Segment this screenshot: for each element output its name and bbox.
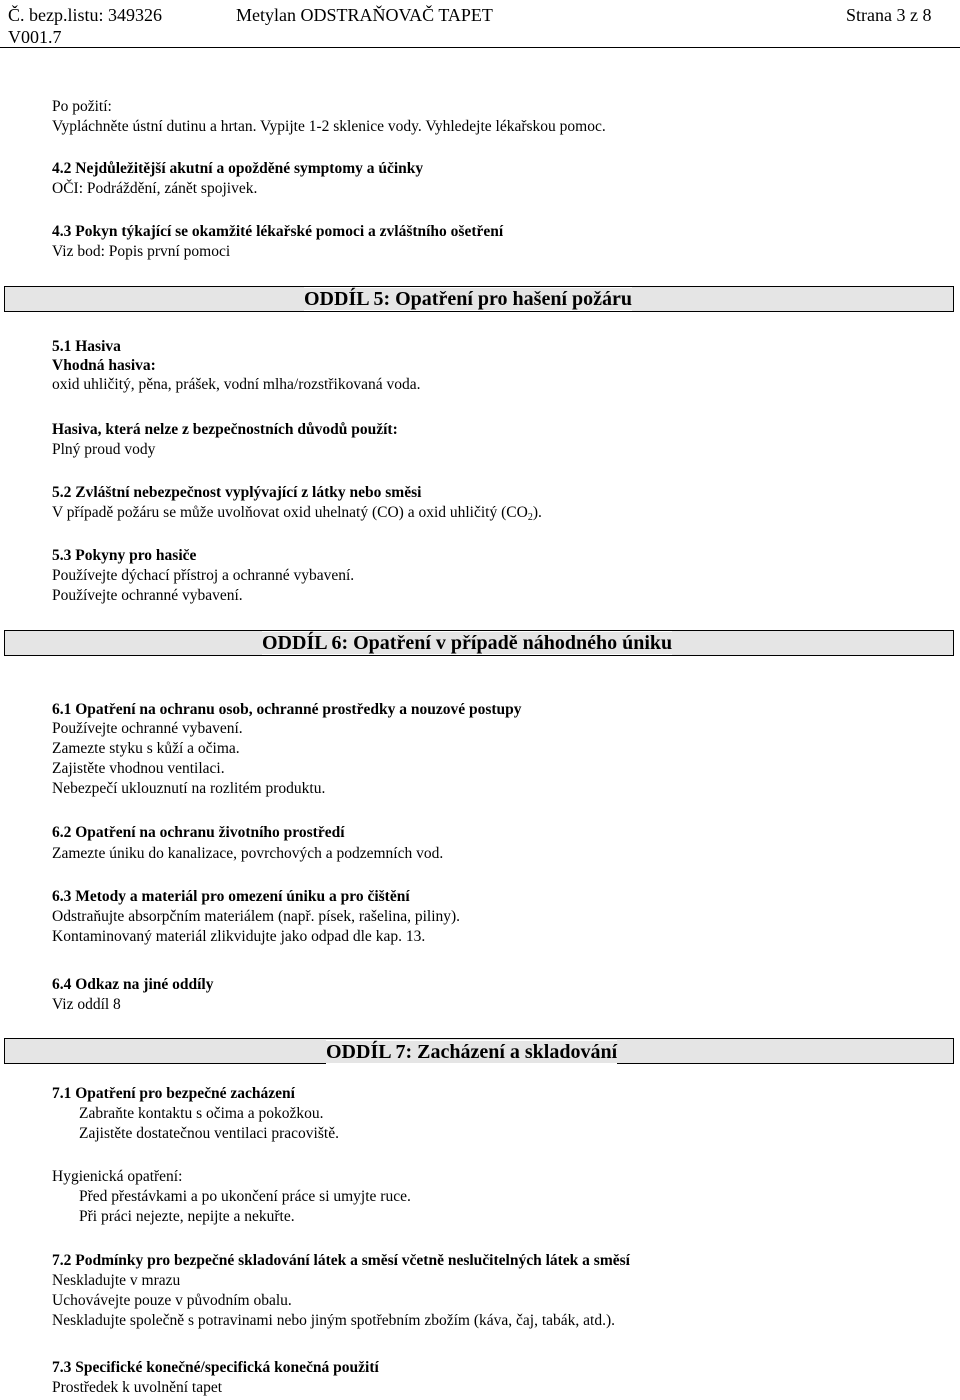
text-6-3-a: Odstraňujte absorpčním materiálem (např. písek, rašelina, piliny). [52, 908, 461, 925]
heading-6-3: 6.3 Metody a materiál pro omezení úniku a pro čištění [52, 888, 410, 905]
heading-5-3: 5.3 Pokyny pro hasiče [52, 547, 197, 564]
text-6-1-d: Nebezpečí uklouznutí na rozlitém produktu. [52, 780, 326, 797]
header-divider [0, 47, 960, 48]
version: V001.7 [8, 27, 62, 47]
hygiene-label: Hygienická opatření: [52, 1168, 183, 1185]
heading-5-1: 5.1 Hasiva [52, 338, 121, 355]
text-7-3: Prostředek k uvolnění tapet [52, 1379, 223, 1396]
section-5-title: ODDÍL 5: Opatření pro hašení požáru [304, 288, 632, 310]
section-7-title: ODDÍL 7: Zacházení a skladování [326, 1041, 618, 1063]
heading-6-1: 6.1 Opatření na ochranu osob, ochranné prostředky a nouzové postupy [52, 701, 522, 718]
heading-5-1-suitable: Vhodná hasiva: [52, 357, 156, 374]
text-5-1-unsuitable: Plný proud vody [52, 441, 156, 458]
text-5-3-b: Používejte ochranné vybavení. [52, 587, 243, 604]
heading-7-3: 7.3 Specifické konečné/specifická konečná použití [52, 1359, 379, 1376]
text-6-2: Zamezte úniku do kanalizace, povrchových a podzemních vod. [52, 845, 444, 862]
text-7-2-b: Uchovávejte pouze v původním obalu. [52, 1292, 292, 1309]
text-7-2-a: Neskladujte v mrazu [52, 1272, 181, 1289]
ingestion-label: Po požití: [52, 98, 112, 115]
text-7-1-b: Zajistěte dostatečnou ventilaci pracoviště. [79, 1125, 339, 1142]
ingestion-text: Vypláchněte ústní dutinu a hrtan. Vypijte 1-2 sklenice vody. Vyhledejte lékařskou pomoc. [52, 118, 606, 135]
page-number: Strana 3 z 8 [846, 5, 932, 25]
heading-7-2: 7.2 Podmínky pro bezpečné skladování látek a směsí včetně neslučitelných látek a směsí [52, 1252, 630, 1269]
text-7-1-a: Zabraňte kontaktu s očima a pokožkou. [79, 1105, 324, 1122]
heading-4-2: 4.2 Nejdůležitější akutní a opožděné symptomy a účinky [52, 160, 424, 177]
heading-5-2: 5.2 Zvláštní nebezpečnost vyplývající z látky nebo směsi [52, 484, 422, 501]
text-5-2: V případě požáru se může uvolňovat oxid uhelnatý (CO) a oxid uhličitý (CO2). [52, 504, 542, 523]
heading-6-2: 6.2 Opatření na ochranu životního prostředí [52, 824, 345, 841]
text-4-3: Viz bod: Popis první pomoci [52, 243, 231, 260]
text-6-4: Viz oddíl 8 [52, 996, 121, 1013]
doc-number: Č. bezp.listu: 349326 [8, 5, 162, 25]
hygiene-text-a: Před přestávkami a po ukončení práce si umyjte ruce. [79, 1188, 411, 1205]
product-name: Metylan ODSTRAŇOVAČ TAPET [236, 5, 493, 25]
text-7-2-c: Neskladujte společně s potravinami nebo jiným spotřebním zbožím (káva, čaj, tabák, atd.). [52, 1312, 616, 1329]
heading-6-4: 6.4 Odkaz na jiné oddíly [52, 976, 214, 993]
text-6-3-b: Kontaminovaný materiál zlikvidujte jako odpad dle kap. 13. [52, 928, 426, 945]
text-5-1: oxid uhličitý, pěna, prášek, vodní mlha/rozstřikovaná voda. [52, 376, 421, 393]
heading-5-1-unsuitable: Hasiva, která nelze z bezpečnostních důvodů použít: [52, 421, 398, 438]
text-4-2: OČI: Podráždění, zánět spojivek. [52, 180, 258, 197]
hygiene-text-b: Při práci nejezte, nepijte a nekuřte. [79, 1208, 295, 1225]
text-6-1-a: Používejte ochranné vybavení. [52, 720, 243, 737]
text-6-1-c: Zajistěte vhodnou ventilaci. [52, 760, 225, 777]
heading-7-1: 7.1 Opatření pro bezpečné zacházení [52, 1085, 295, 1102]
text-6-1-b: Zamezte styku s kůží a očima. [52, 740, 240, 757]
text-5-3-a: Používejte dýchací přístroj a ochranné vybavení. [52, 567, 355, 584]
heading-4-3: 4.3 Pokyn týkající se okamžité lékařské pomoci a zvláštního ošetření [52, 223, 504, 240]
section-6-title: ODDÍL 6: Opatření v případě náhodného úniku [262, 632, 673, 654]
